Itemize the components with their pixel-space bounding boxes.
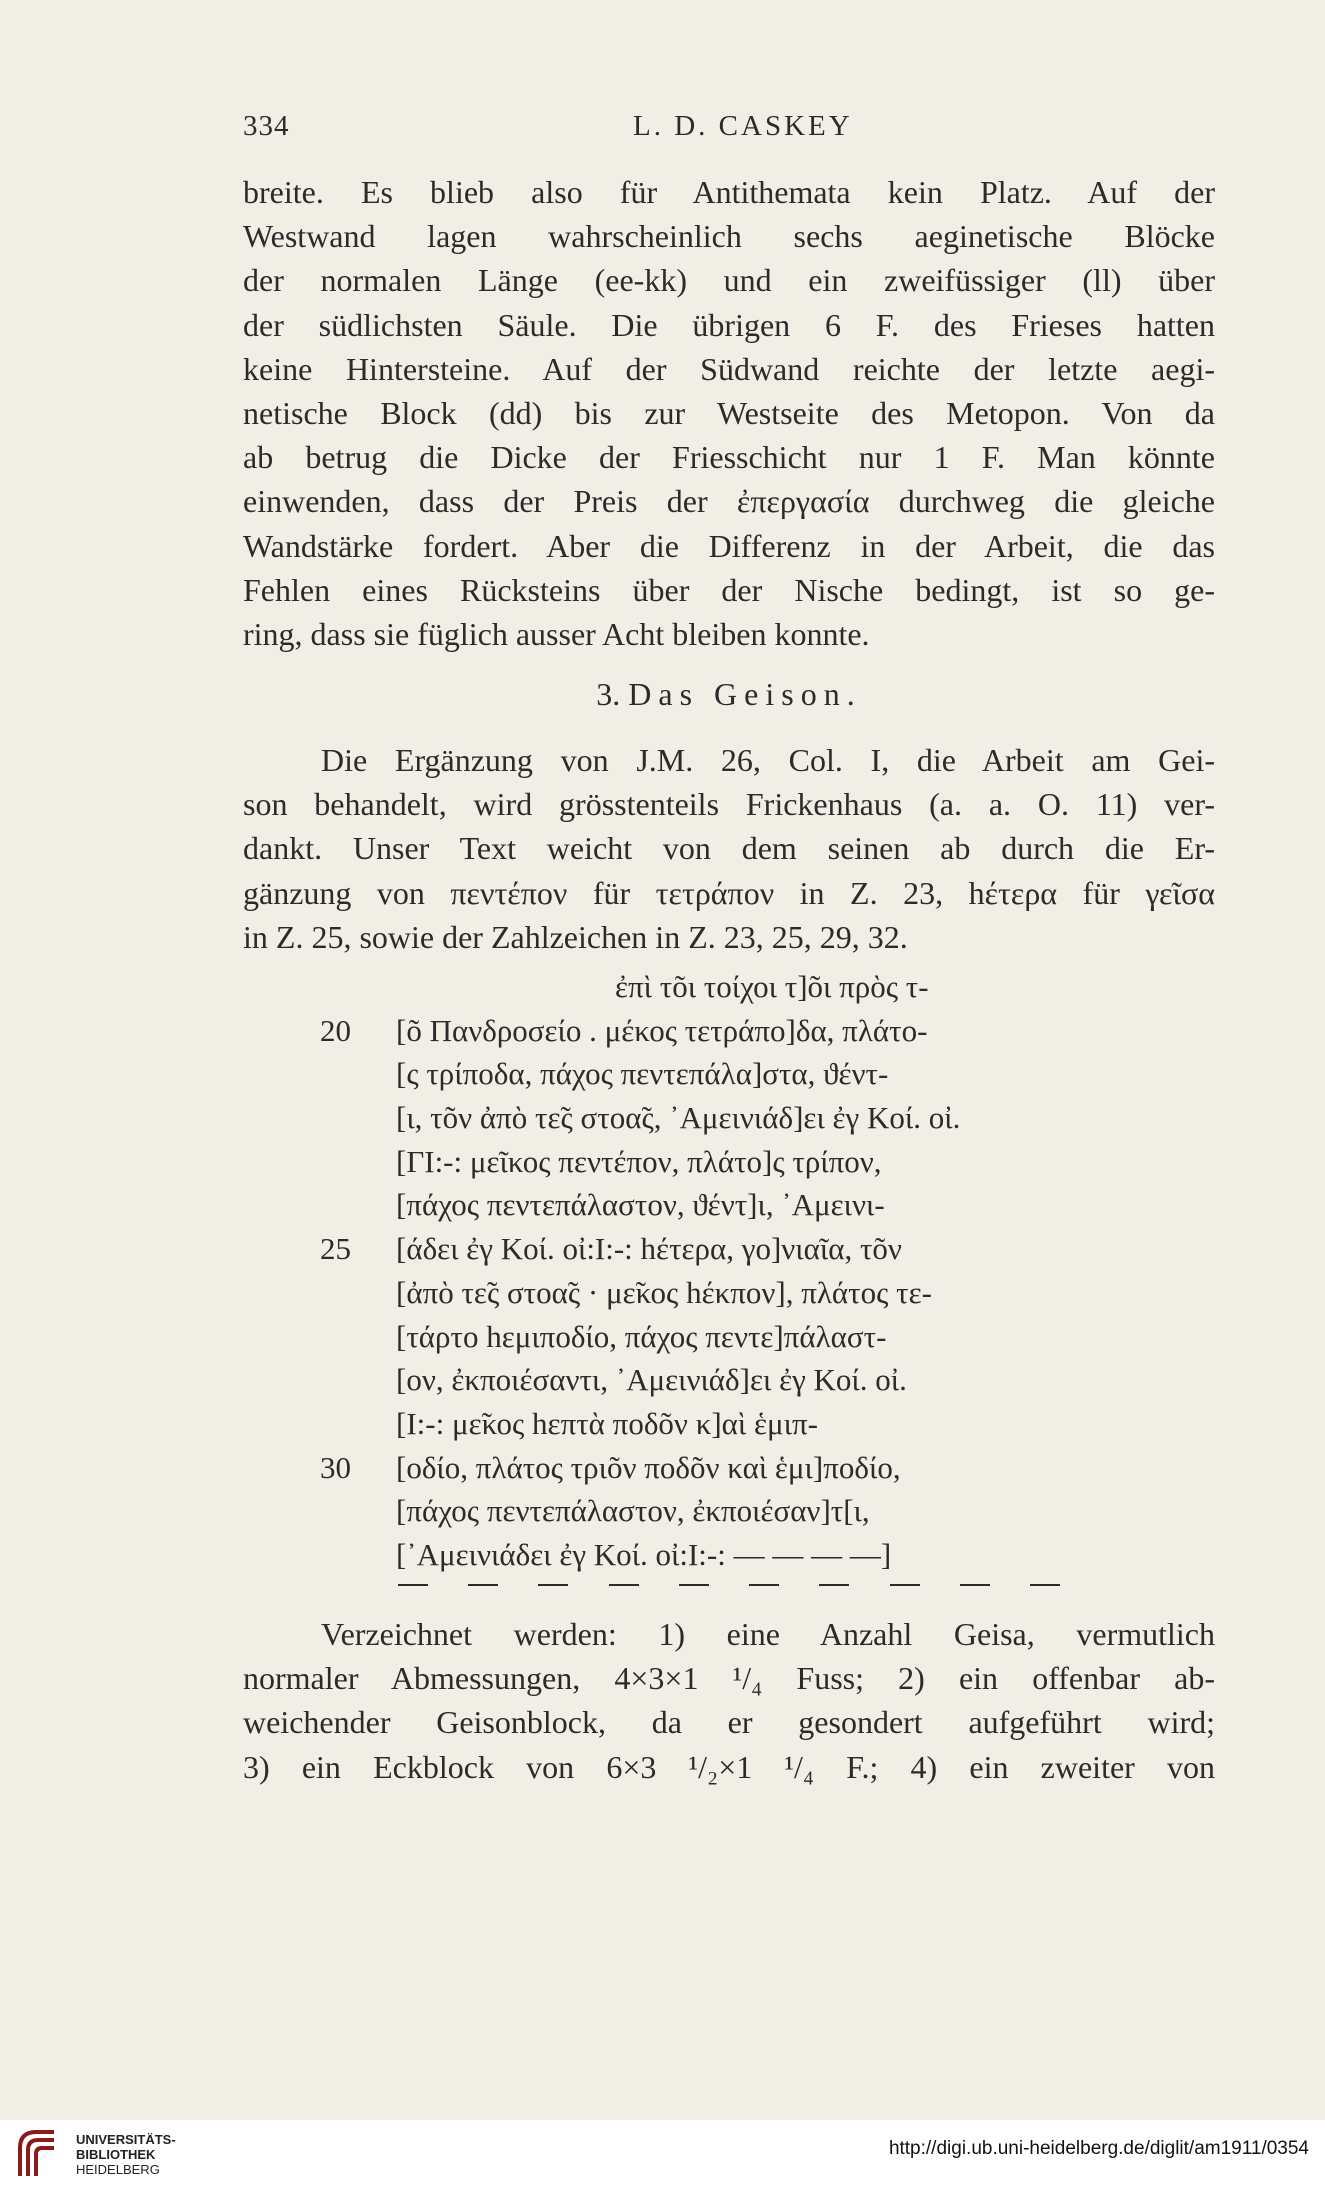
- inscription-line: [320, 1446, 1220, 1490]
- lacuna-dash-row: [398, 1575, 1060, 1595]
- inscription-text: ἐπὶ τõι τοίχοι τ]õι πρὸς τ-: [615, 969, 929, 1004]
- paragraph-frieze: [243, 170, 1215, 656]
- text-line: Fehlen eines Rücksteins über der Nische bedingt, ist so ge-: [243, 571, 1215, 608]
- section-number: 3.: [596, 676, 621, 712]
- inscription-line: [320, 1533, 1220, 1577]
- text-line: normaler Abmessungen, 4×3×1 ¹/₄ Fuss; 2) ein offenbar ab-: [243, 1660, 1215, 1697]
- inscription-line: [320, 1358, 1220, 1402]
- inscription-line: [320, 1271, 1220, 1315]
- text-line: Verzeichnet werden: 1) eine Anzahl Geisa, vermutlich: [321, 1616, 1215, 1652]
- inscription-line: [320, 1227, 1220, 1271]
- line-number: 20: [320, 1012, 351, 1048]
- inscription-text: [ς τρίποδα, πάχος πεντεπάλα]στα, ϑέντ-: [396, 1056, 889, 1092]
- text-line: 3) ein Eckblock von 6×3 ¹/₂×1 ¹/₄ F.; 4) ein zweiter von: [243, 1748, 1215, 1785]
- text-line: einwenden, dass der Preis der ἐπεργασία durchweg die gleiche: [243, 483, 1215, 520]
- library-name-line: BIBLIOTHEK: [76, 2147, 156, 2162]
- inscription-text: [Ι:-: με̃κος hεπτὰ ποδõν κ]αὶ ἑμιπ-: [396, 1405, 818, 1441]
- paragraph-geison-intro: [243, 738, 1215, 959]
- inscription-text: [ἀπὸ τε̃ς στοα̃ς · με̃κος hέκπον], πλάτος τε-: [396, 1274, 932, 1310]
- inscription-text: [πάχος πεντεπάλαστον, ἐκποιέσαν]τ[ι,: [396, 1493, 870, 1529]
- text-line: dankt. Unser Text weicht von dem seinen ab durch die Er-: [243, 830, 1215, 867]
- text-line: Wandstärke fordert. Aber die Differenz in der Arbeit, die das: [243, 527, 1215, 564]
- inscription-line: [320, 1183, 1220, 1227]
- text-line: son behandelt, wird grösstenteils Frickenhaus (a. a. O. 11) ver-: [243, 786, 1215, 823]
- lacuna-dash: [538, 1584, 568, 1595]
- text-line: ring, dass sie füglich ausser Acht bleiben konnte.: [243, 615, 870, 652]
- lacuna-dash: [679, 1584, 709, 1595]
- inscription-text: [πάχος πεντεπάλαστον, ϑέντ]ι, ᾿Αμεινι-: [396, 1187, 885, 1223]
- text-line: breite. Es blieb also für Antithemata kein Platz. Auf der: [243, 174, 1215, 210]
- library-logo-icon: [14, 2126, 60, 2180]
- inscription-line: [320, 1096, 1220, 1140]
- text-line: Westwand lagen wahrscheinlich sechs aeginetische Blöcke: [243, 218, 1215, 255]
- inscription-text: [ον, ἐκποιέσαντι, ᾿Αμεινιάδ]ει ἐγ Κοί. οἰ.: [396, 1362, 907, 1398]
- lacuna-dash: [749, 1584, 779, 1595]
- page-number: 334: [243, 110, 290, 142]
- section-heading: [243, 672, 1215, 716]
- text-line: ab betrug die Dicke der Friesschicht nur 1 F. Man könnte: [243, 439, 1215, 476]
- text-line: weichender Geisonblock, da er gesondert aufgeführt wird;: [243, 1704, 1215, 1741]
- line-number: 30: [320, 1449, 351, 1485]
- lacuna-dash: [819, 1584, 849, 1595]
- inscription-line: [320, 965, 1220, 1009]
- text-line: Die Ergänzung von J.M. 26, Col. I, die Arbeit am Gei-: [321, 742, 1215, 778]
- paragraph-listing: [243, 1612, 1215, 1789]
- text-line: netische Block (dd) bis zur Westseite des Metopon. Von da: [243, 394, 1215, 431]
- section-title: Das Geison.: [628, 676, 862, 712]
- library-name: [76, 2132, 176, 2177]
- inscription-block: [320, 965, 1220, 1577]
- inscription-text: [ι, τõν ἀπὸ τε̃ς στοα̃ς, ᾿Αμεινιάδ]ει ἐγ Κοί. οἰ.: [396, 1100, 961, 1136]
- inscription-line: [320, 1140, 1220, 1184]
- inscription-text: [õ Πανδροσείο . μέκος τετράπο]δα, πλάτο-: [396, 1012, 928, 1048]
- text-line: der südlichsten Säule. Die übrigen 6 F. des Frieses hatten: [243, 306, 1215, 343]
- permalink-url[interactable]: http://digi.ub.uni-heidelberg.de/diglit/am1911/0354: [888, 2138, 1309, 2159]
- inscription-line: [320, 1315, 1220, 1359]
- lacuna-dash: [1030, 1584, 1060, 1595]
- inscription-text: [ΓΙ:-: μεῖκος πεντέπον, πλάτο]ς τρίπον,: [396, 1143, 882, 1179]
- inscription-line: [320, 1489, 1220, 1533]
- text-line: gänzung von πεντέπον für τετράπον in Z. 23, hέτερα für γεῖσα: [243, 874, 1215, 911]
- library-name-line: UNIVERSITÄTS-: [76, 2132, 176, 2147]
- text-line: der normalen Länge (ee-kk) und ein zweifüssiger (ll) über: [243, 262, 1215, 299]
- text-line: in Z. 25, sowie der Zahlzeichen in Z. 23, 25, 29, 32.: [243, 918, 908, 955]
- running-header: [243, 110, 1223, 150]
- lacuna-dash: [609, 1584, 639, 1595]
- inscription-text: [άδει ἐγ Κοί. οἰ:Ι:-: hέτερα, γο]νιαῖα, τõν: [396, 1231, 902, 1267]
- text-line: keine Hintersteine. Auf der Südwand reichte der letzte aegi-: [243, 350, 1215, 387]
- inscription-text: [τάρτο hεμιποδίο, πάχος πεντε]πάλαστ-: [396, 1318, 887, 1354]
- lacuna-dash: [960, 1584, 990, 1595]
- library-name-line: HEIDELBERG: [76, 2162, 160, 2177]
- inscription-line: [320, 1402, 1220, 1446]
- line-number: 25: [320, 1231, 351, 1267]
- lacuna-dash: [398, 1584, 428, 1595]
- inscription-line: [320, 1052, 1220, 1096]
- inscription-line: [320, 1009, 1220, 1053]
- lacuna-dash: [890, 1584, 920, 1595]
- lacuna-dash: [468, 1584, 498, 1595]
- inscription-text: [οδίο, πλάτος τριõν ποδõν καὶ ἑμι]ποδίο,: [396, 1449, 901, 1485]
- inscription-text: [᾿Αμεινιάδει ἐγ Κοί. οἰ:Ι:-: — — — —]: [396, 1536, 892, 1572]
- digitization-footer: [0, 2120, 1325, 2195]
- running-head-author: L. D. CASKEY: [633, 110, 853, 142]
